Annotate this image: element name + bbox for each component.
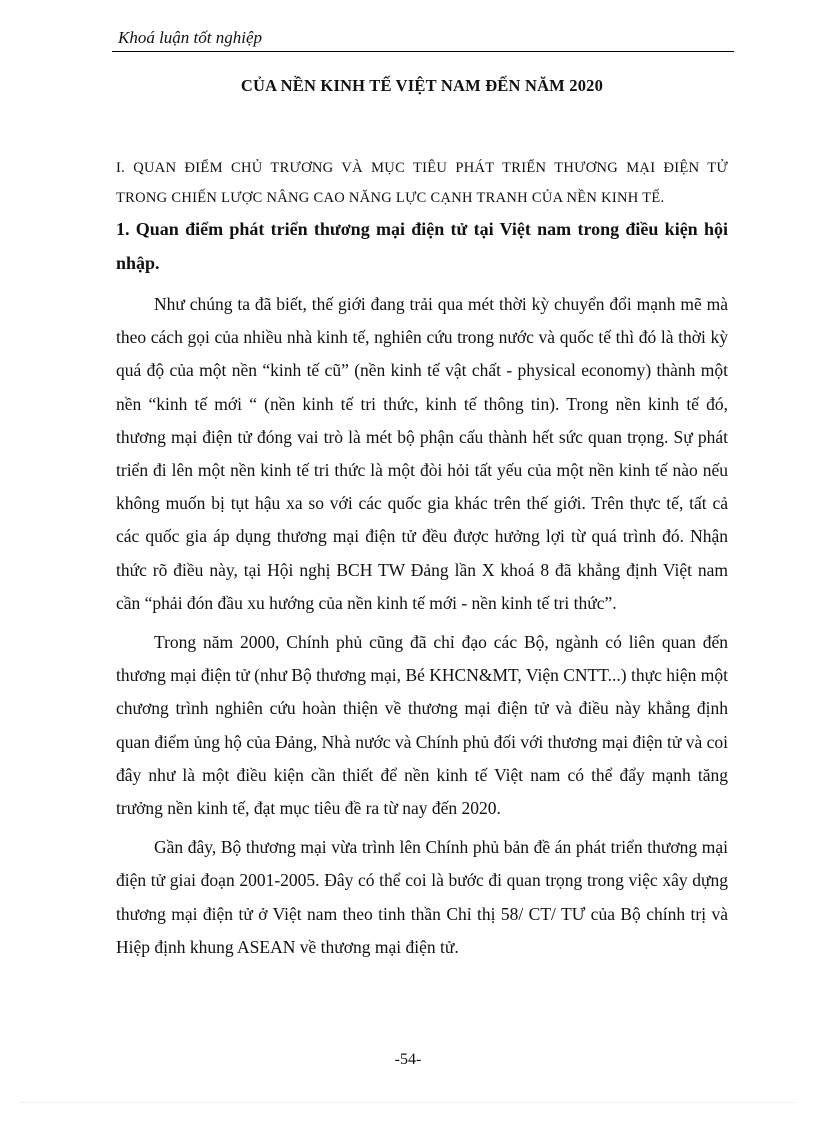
body-paragraph-2: Trong năm 2000, Chính phủ cũng đã chỉ đạo các Bộ, ngành có liên quan đến thương mại điện tử (như Bộ thương mại, Bé KHCN&MT, Viện CNTT...) thực hiện một chương trình nghiên cứu hoàn thiện về thương mại điện tử và điều này khẳng định quan điểm ủng hộ của Đảng, Nhà nước và Chính phủ đối với thương mại điện tử và coi đây như là một điều kiện cần thiết để nền kinh tế Việt nam có thể đẩy mạnh tăng trưởng nền kinh tế, đạt mục tiêu đề ra từ nay đến 2020. xyxy=(116,632,728,819)
body-paragraph-1: Như chúng ta đã biết, thế giới đang trải qua mét thời kỳ chuyển đổi mạnh mẽ mà theo cách gọi của nhiều nhà kinh tế, nghiên cứu trong nước và quốc tế thì đó là thời kỳ quá độ của một nền “kinh tế cũ” (nền kinh tế vật chất - physical economy) thành một nền “kinh tế mới “ (nền kinh tế tri thức, kinh tế thông tin). Trong nền kinh tế đó, thương mại điện tử đóng vai trò là mét bộ phận cấu thành hết sức quan trọng. Sự phát triển đi lên một nền kinh tế tri thức là một đòi hỏi tất yếu của một nền kinh tế nào nếu không muốn bị tụt hậu xa so với các quốc gia khác trên thế giới. Trên thực tế, tất cả các quốc gia áp dụng thương mại điện tử đều được hưởng lợi từ quá trình đó. Nhận thức rõ điều này, tại Hội nghị BCH TW Đảng lần X khoá 8 đã khẳng định Việt nam cần “phải đón đầu xu hướng của nền kinh tế mới - nền kinh tế tri thức”. xyxy=(116,294,728,613)
page-number: -54- xyxy=(394,1051,422,1068)
page-body xyxy=(116,74,728,970)
section-heading-line-2: TRONG CHIẾN LƯỢC NÂNG CAO NĂNG LỰC CẠNH TRANH CỦA NỀN KINH TẾ. xyxy=(116,190,665,206)
section-heading-line-1: I. QUAN ĐIỂM CHỦ TRƯƠNG VÀ MỤC TIÊU PHÁT TRIỂN THƯƠNG MẠI ĐIỆN TỬ xyxy=(116,160,728,176)
running-header: Khoá luận tốt nghiệp xyxy=(118,28,263,47)
chapter-title-continued: CỦA NỀN KINH TẾ VIỆT NAM ĐẾN NĂM 2020 xyxy=(240,76,604,95)
subsection-heading: 1. Quan điểm phát triển thương mại điện tử tại Việt nam trong điều kiện hội nhập. xyxy=(116,219,728,273)
body-paragraph-3: Gần đây, Bộ thương mại vừa trình lên Chính phủ bản đề án phát triển thương mại điện tử giai đoạn 2001-2005. Đây có thể coi là bước đi quan trọng trong việc xây dựng thương mại điện tử ở Việt nam theo tinh thần Chỉ thị 58/ CT/ TƯ của Bộ chính trị và Hiệp định khung ASEAN về thương mại điện tử. xyxy=(116,837,728,957)
header-rule xyxy=(112,51,734,52)
bottom-rule xyxy=(20,1102,796,1103)
